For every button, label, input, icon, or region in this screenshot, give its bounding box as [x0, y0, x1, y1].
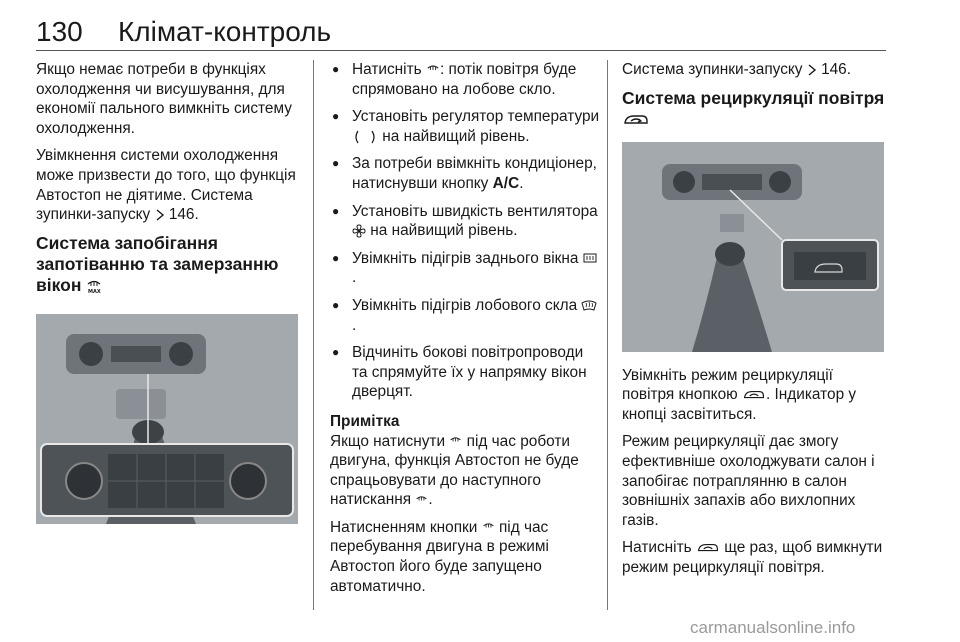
page-ref: 146.: [168, 206, 199, 224]
page-ref: 146.: [821, 61, 852, 78]
recirculation-illustration: [622, 142, 884, 352]
paragraph: Натисненням кнопки під час перебування двигуна в режимі Автостоп його буде запущено автоматично.: [330, 518, 549, 595]
paragraph: Натисніть ще раз, щоб вимкнути режим рециркуляції повітря.: [622, 539, 883, 576]
climate-panel-photo: [36, 314, 298, 524]
paragraph: Режим рециркуляції дає змогу ефективніше охолоджувати салон і запобігає потраплянню в салон зовнішніх запахів або вихлопних газів.: [622, 433, 875, 529]
page-ref-icon: [155, 209, 165, 221]
rear-window-heat-icon: [583, 252, 597, 266]
column-divider: [607, 60, 608, 610]
climate-panel-illustration: [36, 314, 298, 524]
recirculation-icon: [622, 112, 650, 128]
recirculation-button-photo: [622, 142, 884, 352]
windshield-max-icon: [415, 494, 428, 507]
windshield-max-icon: [426, 63, 440, 77]
paragraph: Увімкніть режим рециркуляції повітря кнопкою . Індикатор у кнопці засвітиться.: [622, 366, 857, 423]
list-item: ● Натисніть : потік повітря буде спрямовано на лобове скло.: [330, 60, 600, 99]
column-1: [36, 60, 300, 538]
windshield-max-icon: [86, 278, 102, 294]
watermark: carmanualsonline.info: [690, 618, 856, 637]
list-item: ● Увімкніть підігрів лобового скла .: [330, 296, 600, 335]
note-heading: Примітка: [330, 412, 400, 430]
list-item: ● Установіть регулятор температури на найвищий рівень.: [330, 107, 600, 146]
fan-icon: [352, 224, 366, 238]
paragraph: Система зупинки-запуску 146.: [622, 61, 852, 78]
page-title: Клімат-контроль: [118, 16, 332, 47]
ac-button-label: A/C: [492, 174, 520, 192]
paragraph: Якщо немає потреби в функціях охолодження чи висушування, для економії пального вимкніть систему охолодження.: [36, 61, 292, 137]
page-ref-icon: [807, 64, 817, 76]
list-item: ● Увімкніть підігрів заднього вікна .: [330, 249, 600, 288]
column-3: [622, 60, 888, 586]
svg-text:MAX: MAX: [88, 289, 101, 295]
header-rule: [36, 50, 886, 51]
list-item: ● Відчиніть бокові повітропроводи та спрямуйте їх у напрямку вікон дверцят.: [330, 343, 600, 402]
recirculation-icon: [742, 388, 766, 402]
page-header: [36, 12, 886, 52]
column-divider: [313, 60, 314, 610]
temperature-knob-icon: [352, 129, 378, 145]
note-text: Якщо натиснути під час роботи двигуна, функція Автостоп не буде спрацьовувати до наступного натискання .: [330, 432, 579, 509]
front-window-heat-icon: [581, 299, 597, 313]
paragraph: Увімкнення системи охолодження може призвести до того, що функція Автостоп не діятиме. Система зупинки-запуску 146.: [36, 147, 296, 224]
list-item: ● Установіть швидкість вентилятора на найвищий рівень.: [330, 202, 600, 241]
recirculation-icon: [696, 541, 720, 555]
page-number: 130: [36, 16, 83, 47]
windshield-max-icon: [482, 521, 495, 534]
bullet-list: [330, 60, 600, 402]
section-heading: Система запобігання запотіванню та замерзанню вікон MAX: [36, 232, 279, 295]
list-item: ● За потреби ввімкніть кондиціонер, натиснувши кнопку A/C.: [330, 154, 600, 193]
section-heading: Система рециркуляції повітря: [622, 88, 888, 130]
column-2: [330, 60, 600, 604]
windshield-max-icon: [449, 435, 462, 448]
